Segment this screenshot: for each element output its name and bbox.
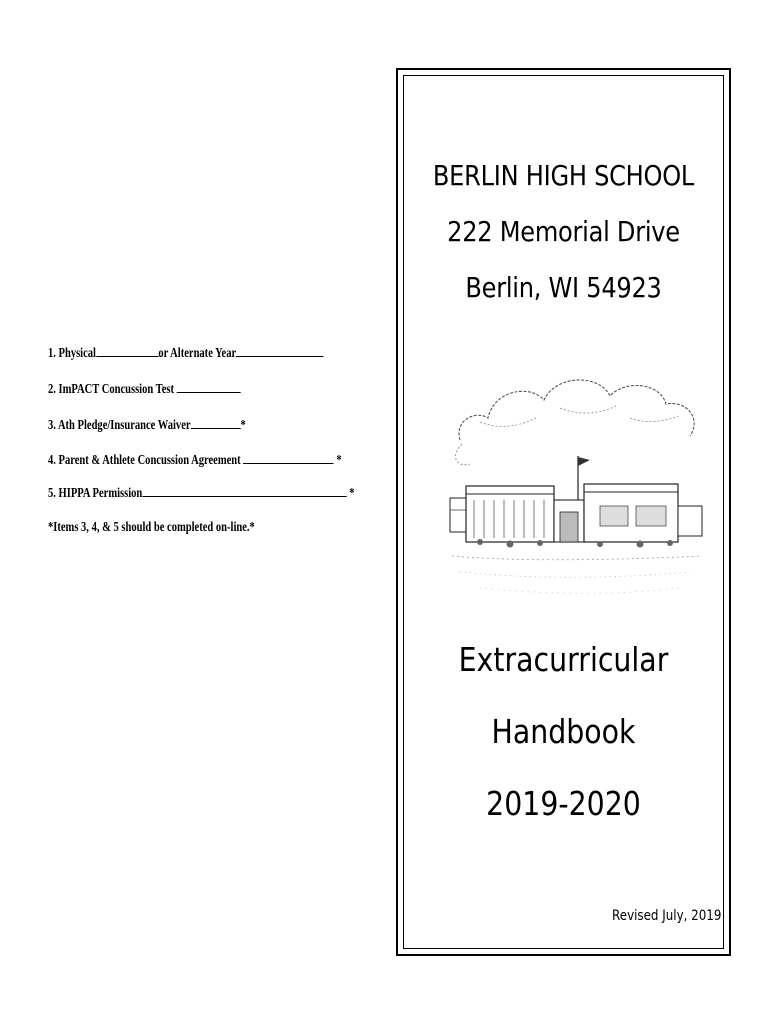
school-city: Berlin, WI 54923 [465,271,662,304]
checklist-item-physical [48,344,324,362]
pledge-asterisk: * [240,417,246,432]
checklist-item-concussion-agreement [48,451,342,469]
impact-blank[interactable] [177,380,241,393]
pledge-label: 3. Ath Pledge/Insurance Waiver [48,417,191,432]
agreement-asterisk: * [336,452,342,467]
alternate-year-blank[interactable] [236,344,323,357]
checklist-item-pledge [48,416,246,434]
cover-inner-border [403,75,724,949]
agreement-label: 4. Parent & Athlete Concussion Agreement [48,452,241,467]
title-handbook: Handbook [491,712,636,751]
agreement-blank[interactable] [243,451,333,464]
physical-label: 1. Physical [48,345,96,360]
school-building-illustration [440,360,710,606]
handbook-title-block [404,624,723,840]
title-year: 2019-2020 [486,784,641,823]
hippa-asterisk: * [349,485,355,500]
handbook-cover [396,68,731,956]
school-name: BERLIN HIGH SCHOOL [432,159,695,192]
online-note: *Items 3, 4, & 5 should be completed on-line.* [48,519,255,534]
checklist-item-hippa [48,484,355,502]
hippa-blank[interactable] [142,484,346,497]
physical-blank[interactable] [96,344,158,357]
impact-label: 2. ImPACT Concussion Test [48,381,175,396]
revised-date: Revised July, 2019 [611,908,721,924]
pledge-blank[interactable] [191,416,241,429]
school-address-block [404,148,723,316]
school-street: 222 Memorial Drive [447,215,680,248]
alternate-year-label: or Alternate Year [158,345,237,360]
checklist-item-impact [48,380,241,398]
title-extracurricular: Extracurricular [458,640,669,679]
hippa-label: 5. HIPPA Permission [48,485,143,500]
